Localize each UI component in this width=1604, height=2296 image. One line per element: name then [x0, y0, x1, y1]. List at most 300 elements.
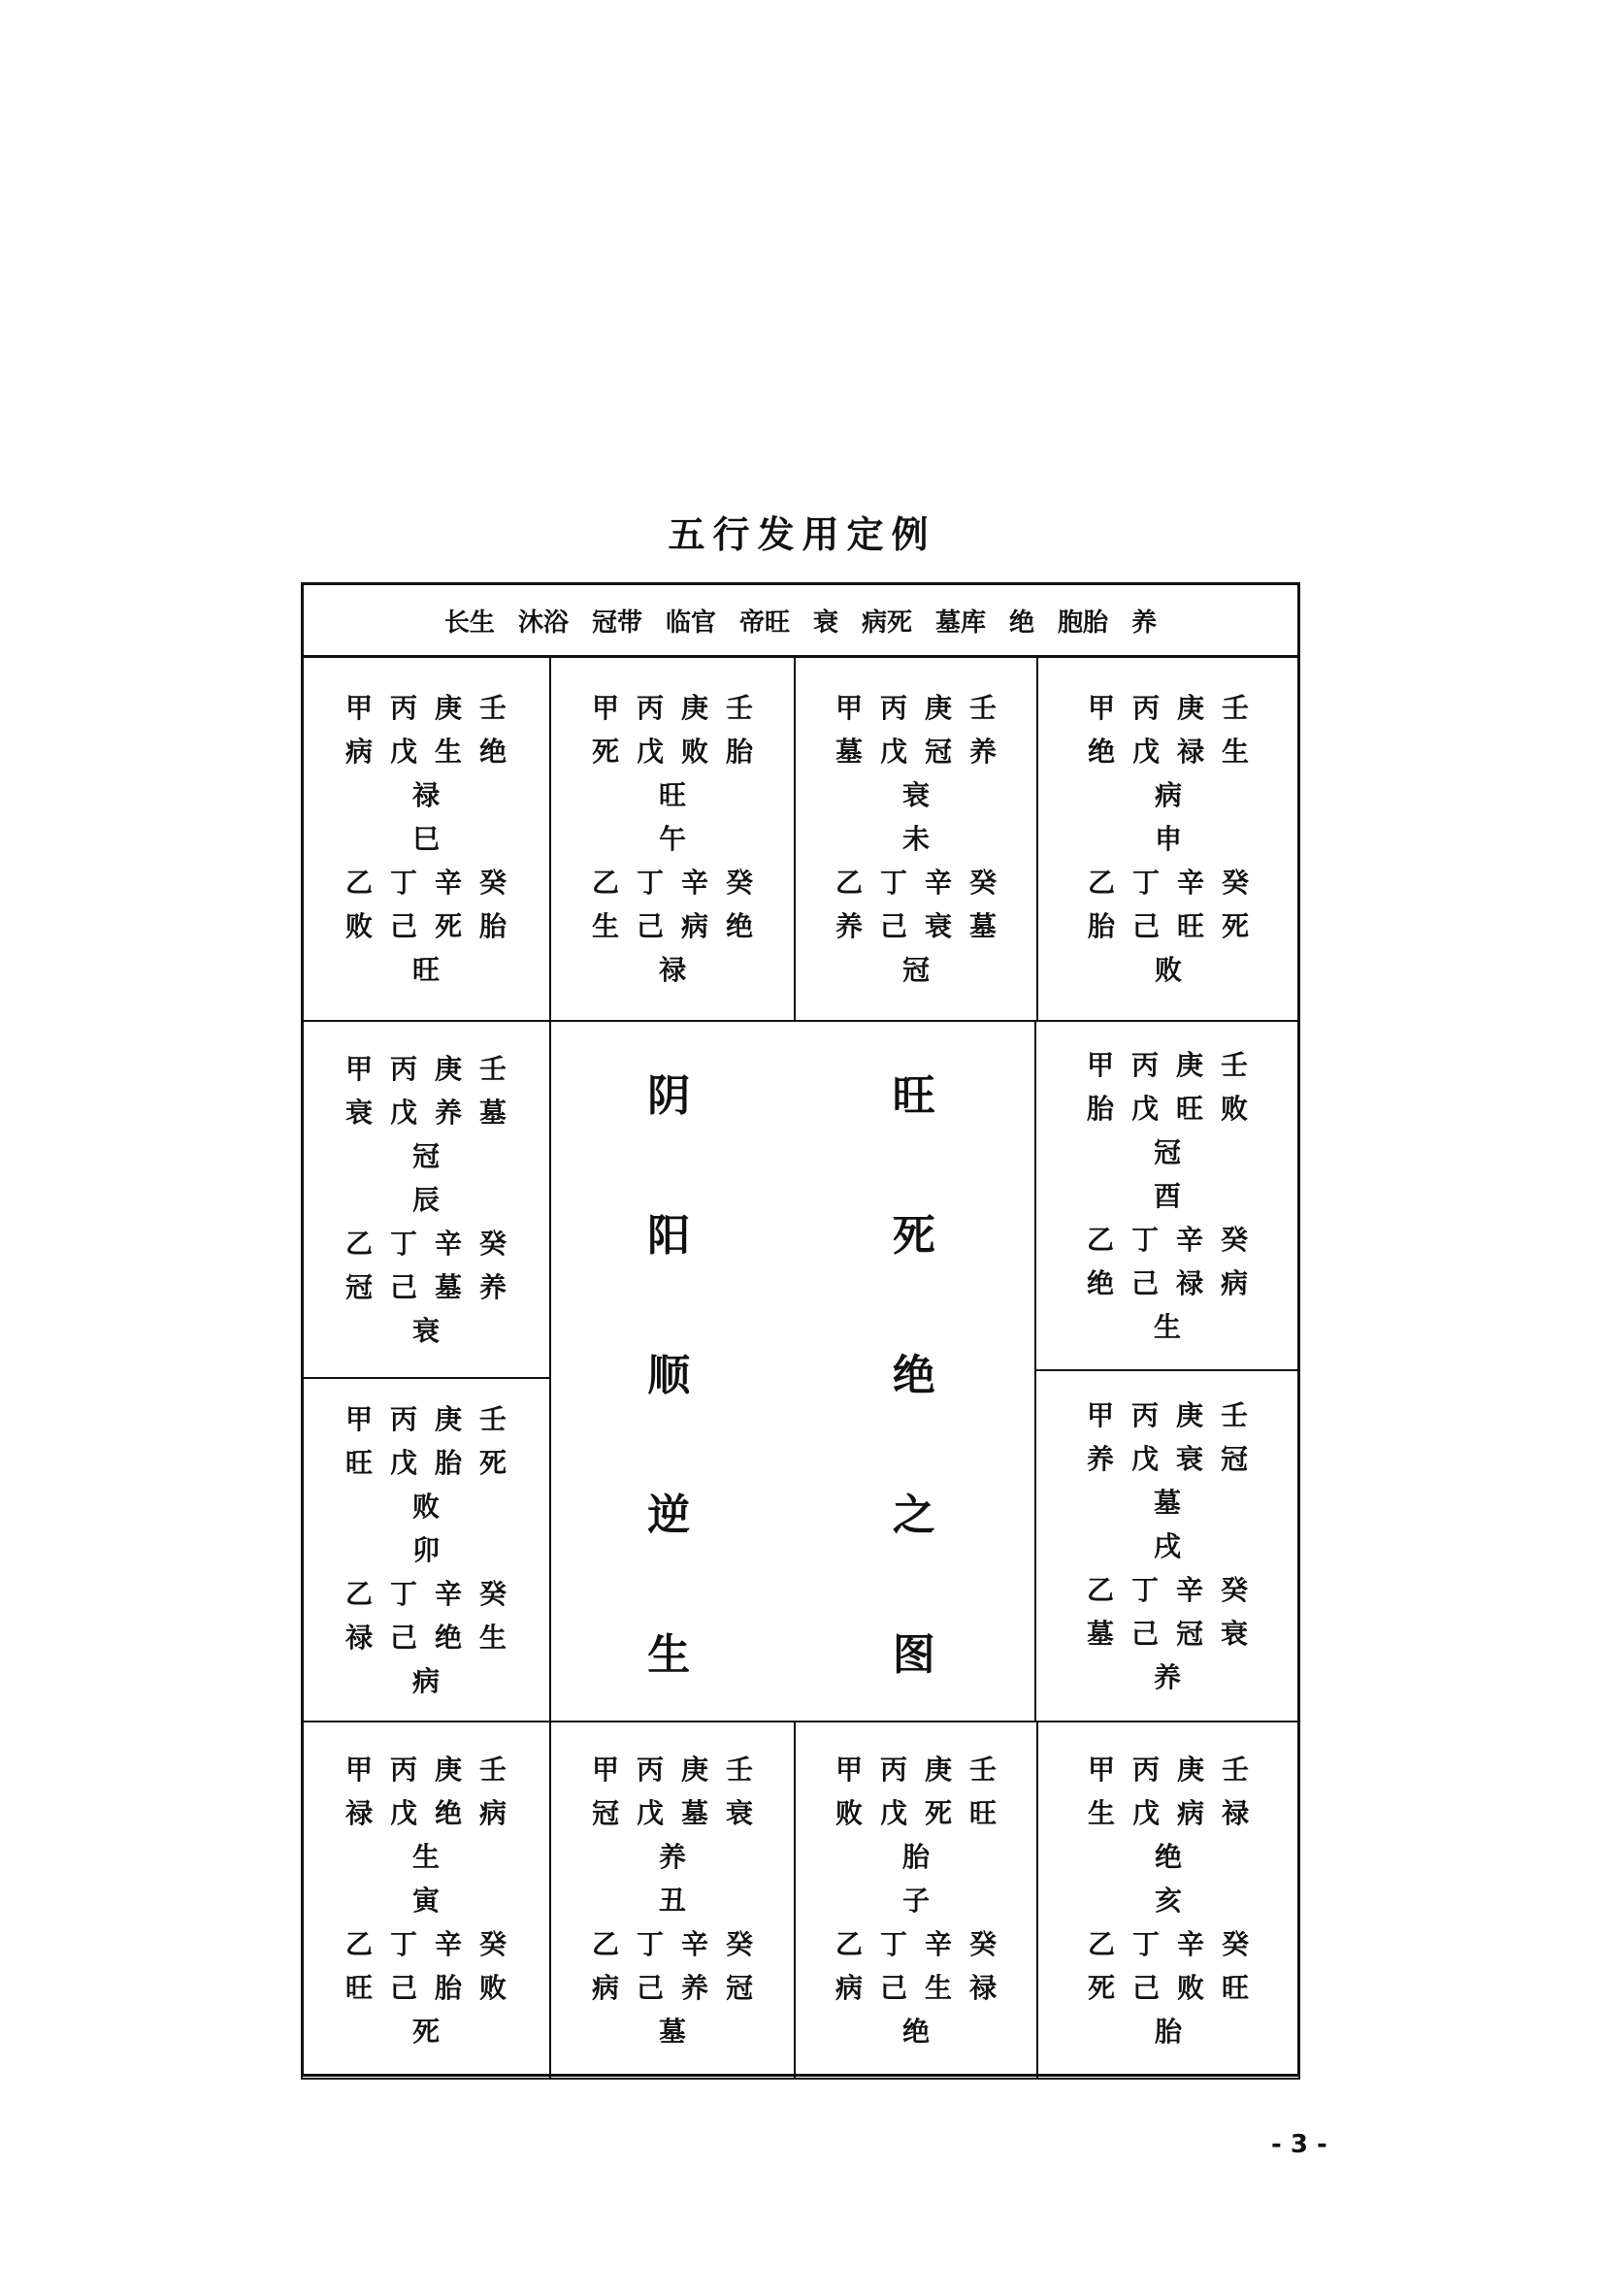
- branch-cell-yin: [301, 1721, 551, 2080]
- yin-extra: 败: [1154, 953, 1182, 986]
- branch-label: 酉: [1153, 1179, 1181, 1212]
- yin-vals-char: 己: [879, 1971, 907, 2004]
- yin-stems-char: 乙: [344, 866, 373, 899]
- yin-extra: 旺: [411, 953, 440, 986]
- center-char: 之: [892, 1491, 935, 1540]
- yang-stems-char: 甲: [591, 1753, 619, 1786]
- yang-vals-char: 胎: [725, 735, 753, 768]
- yin-vals-char: 生: [924, 1971, 952, 2004]
- page-number: - 3 -: [1271, 2130, 1327, 2159]
- yang-vals-char: 戊: [1130, 1442, 1159, 1475]
- yin-vals-char: 养: [478, 1270, 507, 1303]
- yin-stems-char: 辛: [924, 1927, 952, 1960]
- yang-vals-char: 旺: [968, 1796, 997, 1829]
- branch-cell-wu: [549, 655, 796, 1022]
- yin-stems-char: 癸: [478, 866, 507, 899]
- yang-vals-row: [1083, 1437, 1252, 1481]
- yang-stems-char: 庚: [924, 1753, 952, 1786]
- yang-extra: 冠: [1153, 1135, 1181, 1168]
- yang-stems-char: 丙: [389, 1753, 417, 1786]
- yin-stems-char: 辛: [434, 1927, 462, 1960]
- yin-vals-char: 旺: [344, 1971, 373, 2004]
- yang-stems-char: 壬: [478, 1052, 507, 1085]
- yang-vals-char: 戊: [1130, 1092, 1159, 1125]
- yang-vals-char: 病: [344, 735, 373, 768]
- yang-stems-char: 庚: [680, 691, 708, 724]
- yin-stems-char: 乙: [591, 1927, 619, 1960]
- center-char: 图: [892, 1630, 935, 1680]
- yin-vals-char: 死: [1221, 909, 1249, 942]
- yang-vals-row: [588, 730, 757, 773]
- yin-vals-char: 己: [389, 1270, 417, 1303]
- center-char: 顺: [647, 1351, 691, 1400]
- yang-stems-row: [342, 1748, 510, 1791]
- yin-stems-char: 丁: [389, 1577, 417, 1610]
- yang-stems-row: [588, 686, 757, 730]
- yang-stems-char: 壬: [478, 1753, 507, 1786]
- yang-stems-char: 甲: [835, 691, 863, 724]
- stage-label: 临官: [665, 607, 716, 638]
- yin-stems-char: 辛: [924, 866, 952, 899]
- yang-stems-char: 壬: [478, 1402, 507, 1435]
- branch-label: 午: [658, 822, 686, 855]
- yin-stems-row: [588, 861, 757, 904]
- yang-vals-row: [342, 1791, 510, 1835]
- yin-stems-row: [342, 1572, 510, 1616]
- yin-vals-char: 墓: [1086, 1617, 1114, 1650]
- stage-header: [304, 585, 1297, 658]
- yin-stems-char: 丁: [1131, 866, 1160, 899]
- yin-extra: 墓: [658, 2015, 686, 2048]
- branch-cell-zi: [794, 1721, 1038, 2080]
- center-char: 生: [647, 1630, 691, 1680]
- branch-label: 申: [1154, 822, 1182, 855]
- yin-vals-row: [342, 1966, 510, 2010]
- yang-vals-char: 戊: [389, 1796, 417, 1829]
- yang-stems-char: 甲: [1086, 1398, 1114, 1431]
- yang-stems-char: 庚: [1176, 691, 1204, 724]
- yin-extra: 生: [1153, 1310, 1181, 1343]
- yin-stems-char: 辛: [434, 866, 462, 899]
- yang-stems-char: 壬: [968, 691, 997, 724]
- yang-vals-char: 绝: [434, 1796, 462, 1829]
- yang-vals-char: 败: [835, 1796, 863, 1829]
- yin-stems-char: 乙: [1086, 1573, 1114, 1606]
- yang-stems-char: 庚: [1175, 1048, 1203, 1081]
- yang-vals-row: [1084, 730, 1253, 773]
- yang-extra: 生: [411, 1840, 440, 1873]
- yang-vals-char: 戊: [1131, 735, 1160, 768]
- branch-cell-chen: [301, 1020, 551, 1379]
- yin-stems-char: 丁: [879, 866, 907, 899]
- yang-stems-char: 丙: [389, 1052, 417, 1085]
- branch-label: 丑: [658, 1884, 686, 1917]
- yang-stems-char: 丙: [1131, 1753, 1160, 1786]
- branch-label: 卯: [411, 1533, 440, 1566]
- yang-vals-char: 败: [1220, 1092, 1248, 1125]
- yang-extra: 衰: [901, 778, 930, 811]
- yin-vals-char: 己: [389, 909, 417, 942]
- yang-vals-char: 冠: [924, 735, 952, 768]
- yin-stems-char: 乙: [1086, 1223, 1114, 1256]
- yang-stems-char: 庚: [434, 1402, 462, 1435]
- yin-stems-char: 乙: [344, 1577, 373, 1610]
- yin-stems-char: 癸: [1220, 1223, 1248, 1256]
- yang-vals-row: [1084, 1791, 1253, 1835]
- yang-vals-char: 戊: [389, 1096, 417, 1129]
- stage-label: 帝旺: [738, 607, 790, 638]
- yang-stems-char: 庚: [434, 1052, 462, 1085]
- yang-stems-char: 壬: [968, 1753, 997, 1786]
- yang-stems-row: [1083, 1394, 1252, 1437]
- stage-chart-table: [301, 582, 1300, 2077]
- branch-label: 亥: [1154, 1884, 1182, 1917]
- yang-stems-char: 丙: [636, 691, 664, 724]
- page-title: 五行发用定例: [668, 513, 936, 556]
- yin-stems-char: 辛: [434, 1227, 462, 1260]
- yin-stems-char: 辛: [1175, 1573, 1203, 1606]
- center-diagram-text: [546, 1022, 1036, 1721]
- yin-vals-char: 旺: [1176, 909, 1204, 942]
- yang-vals-char: 旺: [1175, 1092, 1203, 1125]
- yin-stems-row: [1084, 861, 1253, 904]
- yin-vals-char: 败: [478, 1971, 507, 2004]
- yang-vals-row: [588, 1791, 757, 1835]
- yin-extra: 养: [1153, 1660, 1181, 1693]
- yang-stems-char: 甲: [344, 691, 373, 724]
- yin-stems-char: 癸: [725, 866, 753, 899]
- yin-extra: 死: [411, 2015, 440, 2048]
- branch-label: 戌: [1153, 1529, 1181, 1562]
- yin-stems-char: 辛: [1176, 866, 1204, 899]
- yang-stems-char: 丙: [1131, 691, 1160, 724]
- yin-stems-row: [1084, 1922, 1253, 1966]
- yang-stems-char: 丙: [389, 1402, 417, 1435]
- center-char: 阴: [647, 1071, 691, 1121]
- yin-stems-row: [1083, 1218, 1252, 1262]
- yin-extra: 胎: [1154, 2015, 1182, 2048]
- yin-vals-char: 墓: [968, 909, 997, 942]
- yang-vals-char: 戊: [636, 1796, 664, 1829]
- stage-label: 墓库: [935, 607, 987, 638]
- yin-stems-row: [1083, 1568, 1252, 1612]
- yang-stems-char: 甲: [835, 1753, 863, 1786]
- yin-extra: 绝: [901, 2015, 930, 2048]
- branch-cell-chou: [549, 1721, 796, 2080]
- yin-stems-char: 癸: [1221, 866, 1249, 899]
- stage-label: 病死: [862, 607, 913, 638]
- yin-stems-char: 乙: [591, 866, 619, 899]
- yang-vals-char: 衰: [725, 1796, 753, 1829]
- yin-vals-char: 己: [879, 909, 907, 942]
- yin-vals-char: 绝: [725, 909, 753, 942]
- branch-label: 未: [901, 822, 930, 855]
- yin-extra: 禄: [658, 953, 686, 986]
- yin-vals-char: 墓: [434, 1270, 462, 1303]
- yang-extra: 病: [1154, 778, 1182, 811]
- yang-stems-char: 庚: [434, 1753, 462, 1786]
- branch-label: 子: [901, 1884, 930, 1917]
- yin-stems-char: 癸: [968, 866, 997, 899]
- yin-stems-char: 辛: [680, 866, 708, 899]
- yin-stems-char: 乙: [344, 1927, 373, 1960]
- yang-vals-char: 冠: [591, 1796, 619, 1829]
- yin-stems-row: [832, 861, 1000, 904]
- yin-vals-char: 绝: [1086, 1266, 1114, 1299]
- branch-cell-hai: [1036, 1721, 1300, 2080]
- yang-stems-char: 壬: [478, 691, 507, 724]
- yang-vals-row: [342, 730, 510, 773]
- yang-extra: 败: [411, 1490, 440, 1523]
- yang-vals-char: 禄: [344, 1796, 373, 1829]
- yin-vals-char: 己: [636, 1971, 664, 2004]
- yang-stems-char: 庚: [1175, 1398, 1203, 1431]
- stage-label: 衰: [812, 607, 838, 638]
- yin-stems-char: 丁: [389, 866, 417, 899]
- yin-stems-char: 癸: [725, 1927, 753, 1960]
- yin-vals-char: 冠: [725, 1971, 753, 2004]
- yang-vals-char: 衰: [1175, 1442, 1203, 1475]
- yang-stems-char: 甲: [1087, 1753, 1115, 1786]
- yang-stems-row: [832, 686, 1000, 730]
- branch-cell-shen: [1036, 655, 1300, 1022]
- yang-stems-char: 壬: [1221, 691, 1249, 724]
- yin-vals-char: 衰: [924, 909, 952, 942]
- yin-vals-char: 死: [1087, 1971, 1115, 2004]
- yang-extra: 绝: [1154, 1840, 1182, 1873]
- yin-stems-char: 丁: [636, 1927, 664, 1960]
- yang-vals-char: 死: [478, 1446, 507, 1479]
- yin-stems-row: [342, 1222, 510, 1265]
- yang-vals-char: 墓: [478, 1096, 507, 1129]
- yin-vals-char: 病: [680, 909, 708, 942]
- yin-vals-char: 己: [1130, 1617, 1159, 1650]
- yin-stems-char: 乙: [344, 1227, 373, 1260]
- yang-stems-row: [832, 1748, 1000, 1791]
- yang-stems-char: 壬: [1220, 1398, 1248, 1431]
- yin-stems-char: 癸: [478, 1927, 507, 1960]
- yin-vals-row: [1083, 1262, 1252, 1305]
- yang-vals-char: 戊: [389, 735, 417, 768]
- yin-extra: 病: [411, 1664, 440, 1697]
- yin-vals-row: [1084, 1966, 1253, 2010]
- yin-vals-char: 胎: [1087, 909, 1115, 942]
- yang-stems-char: 丙: [1130, 1048, 1159, 1081]
- yang-vals-row: [342, 1091, 510, 1134]
- yang-vals-char: 戊: [879, 1796, 907, 1829]
- center-char: 逆: [647, 1491, 691, 1540]
- yin-vals-char: 旺: [1221, 1971, 1249, 2004]
- yin-vals-char: 绝: [434, 1621, 462, 1654]
- yin-vals-char: 己: [1130, 1266, 1159, 1299]
- yang-stems-char: 甲: [344, 1753, 373, 1786]
- yin-vals-char: 禄: [344, 1621, 373, 1654]
- yang-vals-char: 旺: [344, 1446, 373, 1479]
- yang-extra: 禄: [411, 778, 440, 811]
- yin-vals-char: 病: [1220, 1266, 1248, 1299]
- yin-stems-row: [342, 1922, 510, 1966]
- yang-extra: 冠: [411, 1139, 440, 1172]
- yin-vals-char: 病: [591, 1971, 619, 2004]
- yang-vals-row: [832, 1791, 1000, 1835]
- yin-stems-char: 乙: [835, 1927, 863, 1960]
- yin-stems-row: [588, 1922, 757, 1966]
- yang-vals-char: 生: [1087, 1796, 1115, 1829]
- yang-stems-char: 壬: [725, 1753, 753, 1786]
- yin-stems-char: 癸: [968, 1927, 997, 1960]
- yang-stems-char: 壬: [725, 691, 753, 724]
- yin-vals-char: 冠: [344, 1270, 373, 1303]
- branch-cell-si: [301, 655, 551, 1022]
- yin-vals-char: 冠: [1175, 1617, 1203, 1650]
- yang-vals-char: 衰: [344, 1096, 373, 1129]
- yang-stems-char: 庚: [924, 691, 952, 724]
- yang-vals-char: 绝: [478, 735, 507, 768]
- yin-vals-char: 病: [835, 1971, 863, 2004]
- yin-vals-char: 死: [434, 909, 462, 942]
- yin-vals-char: 己: [389, 1971, 417, 2004]
- yin-stems-char: 辛: [1176, 1927, 1204, 1960]
- yin-extra: 衰: [411, 1314, 440, 1347]
- yang-stems-char: 甲: [344, 1402, 373, 1435]
- yin-vals-row: [342, 1265, 510, 1309]
- stage-label: 养: [1131, 607, 1158, 638]
- yin-stems-char: 丁: [389, 1927, 417, 1960]
- branch-cell-you: [1034, 1020, 1300, 1371]
- yin-stems-row: [832, 1922, 1000, 1966]
- yang-extra: 旺: [658, 778, 686, 811]
- yin-stems-char: 乙: [1087, 866, 1115, 899]
- yin-stems-char: 辛: [1175, 1223, 1203, 1256]
- branch-cell-xu: [1034, 1369, 1300, 1722]
- yang-vals-char: 戊: [636, 735, 664, 768]
- yang-vals-char: 死: [924, 1796, 952, 1829]
- branch-label: 巳: [411, 822, 440, 855]
- yang-stems-char: 甲: [1086, 1048, 1114, 1081]
- yin-stems-char: 辛: [434, 1577, 462, 1610]
- yin-vals-char: 生: [478, 1621, 507, 1654]
- yang-stems-row: [342, 686, 510, 730]
- yin-vals-char: 养: [835, 909, 863, 942]
- center-char: 旺: [892, 1071, 935, 1121]
- yin-vals-char: 生: [591, 909, 619, 942]
- yang-stems-row: [342, 1397, 510, 1441]
- yin-vals-char: 胎: [434, 1971, 462, 2004]
- yang-stems-char: 壬: [1221, 1753, 1249, 1786]
- stage-label: 冠带: [591, 607, 642, 638]
- yang-stems-row: [588, 1748, 757, 1791]
- yang-stems-char: 丙: [1130, 1398, 1159, 1431]
- yin-vals-char: 败: [1176, 1971, 1204, 2004]
- yang-extra: 养: [658, 1840, 686, 1873]
- yang-vals-row: [832, 730, 1000, 773]
- yin-stems-char: 丁: [1130, 1223, 1159, 1256]
- yin-vals-char: 己: [636, 909, 664, 942]
- yang-vals-char: 戊: [879, 735, 907, 768]
- yang-extra: 墓: [1153, 1486, 1181, 1519]
- yang-vals-char: 禄: [1176, 735, 1204, 768]
- yang-vals-char: 戊: [389, 1446, 417, 1479]
- yang-vals-char: 胎: [1086, 1092, 1114, 1125]
- yin-vals-row: [588, 904, 757, 948]
- yang-vals-char: 养: [968, 735, 997, 768]
- center-char: 死: [892, 1211, 935, 1261]
- yin-stems-char: 癸: [1221, 1927, 1249, 1960]
- yin-vals-row: [1084, 904, 1253, 948]
- yang-stems-char: 壬: [1220, 1048, 1248, 1081]
- yang-stems-row: [342, 1047, 510, 1091]
- branch-label: 寅: [411, 1884, 440, 1917]
- stage-label: 胞胎: [1058, 607, 1109, 638]
- yang-stems-char: 丙: [879, 691, 907, 724]
- yang-stems-char: 丙: [389, 691, 417, 724]
- branch-label: 辰: [411, 1183, 440, 1216]
- yin-stems-char: 辛: [680, 1927, 708, 1960]
- yin-vals-row: [832, 904, 1000, 948]
- yang-stems-char: 庚: [680, 1753, 708, 1786]
- yang-vals-char: 墓: [835, 735, 863, 768]
- yin-stems-char: 丁: [1130, 1573, 1159, 1606]
- yang-vals-char: 胎: [434, 1446, 462, 1479]
- stage-label: 长生: [443, 607, 495, 638]
- yang-vals-char: 生: [1221, 735, 1249, 768]
- yin-vals-char: 己: [389, 1621, 417, 1654]
- yin-vals-char: 禄: [968, 1971, 997, 2004]
- yang-vals-char: 病: [1176, 1796, 1204, 1829]
- yin-stems-char: 丁: [1131, 1927, 1160, 1960]
- yin-vals-char: 己: [1131, 1971, 1160, 2004]
- yang-stems-row: [1083, 1043, 1252, 1087]
- yang-stems-char: 甲: [591, 691, 619, 724]
- yang-vals-char: 生: [434, 735, 462, 768]
- yang-vals-char: 墓: [680, 1796, 708, 1829]
- yang-stems-char: 庚: [1176, 1753, 1204, 1786]
- yin-vals-char: 禄: [1175, 1266, 1203, 1299]
- yin-stems-row: [342, 861, 510, 904]
- yang-extra: 胎: [901, 1840, 930, 1873]
- center-char: 绝: [892, 1351, 935, 1400]
- yin-stems-char: 乙: [835, 866, 863, 899]
- yang-stems-row: [1084, 686, 1253, 730]
- yin-extra: 冠: [901, 953, 930, 986]
- yin-vals-char: 衰: [1220, 1617, 1248, 1650]
- yin-vals-row: [588, 1966, 757, 2010]
- stage-label: 绝: [1009, 607, 1035, 638]
- yang-stems-char: 甲: [1087, 691, 1115, 724]
- yang-stems-char: 甲: [344, 1052, 373, 1085]
- yin-vals-char: 败: [344, 909, 373, 942]
- yin-vals-row: [832, 1966, 1000, 2010]
- yang-vals-char: 禄: [1221, 1796, 1249, 1829]
- yin-stems-char: 癸: [478, 1227, 507, 1260]
- yang-stems-row: [1084, 1748, 1253, 1791]
- branch-cell-wei: [794, 655, 1038, 1022]
- yang-vals-char: 冠: [1220, 1442, 1248, 1475]
- yang-vals-char: 养: [434, 1096, 462, 1129]
- yin-vals-row: [342, 1616, 510, 1659]
- yin-vals-row: [1083, 1612, 1252, 1656]
- branch-cell-mao: [301, 1377, 551, 1722]
- yin-stems-char: 癸: [478, 1577, 507, 1610]
- yang-stems-char: 庚: [434, 691, 462, 724]
- yin-stems-char: 丁: [879, 1927, 907, 1960]
- yin-stems-char: 癸: [1220, 1573, 1248, 1606]
- yang-stems-char: 丙: [636, 1753, 664, 1786]
- yin-stems-char: 丁: [389, 1227, 417, 1260]
- yang-stems-char: 丙: [879, 1753, 907, 1786]
- yang-vals-char: 戊: [1131, 1796, 1160, 1829]
- center-char: 阳: [647, 1211, 691, 1261]
